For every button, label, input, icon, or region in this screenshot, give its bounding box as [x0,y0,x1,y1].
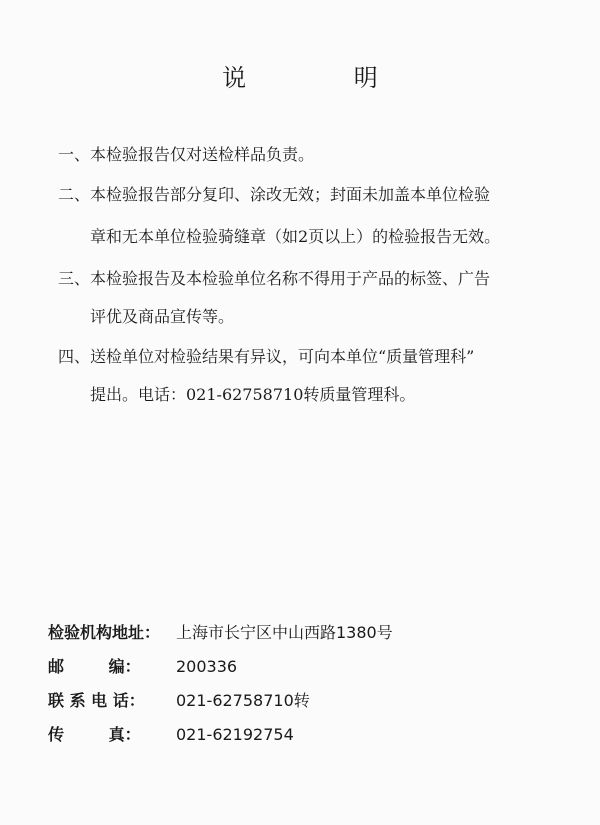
note-4-line-2: 提出。电话：021-62758710转质量管理科。 [90,385,416,404]
note-2-line-2: 章和无本单位检验骑缝章（如2页以上）的检验报告无效。 [90,227,501,246]
fax-label: 传 真： [48,725,141,744]
phone-value: 021-62758710转 [176,691,310,710]
note-3-line-2: 评优及商品宣传等。 [90,307,235,326]
fax-value: 021-62192754 [176,725,294,744]
address-row [48,620,393,643]
phone-label: 联 系 电 话： [48,691,145,710]
page-title: 说 明 [222,64,428,92]
postcode-row [48,654,237,677]
note-2-line-1: 二、本检验报告部分复印、涂改无效；封面未加盖本单位检验 [58,185,491,204]
note-1-line-1: 一、本检验报告仅对送检样品负责。 [58,145,315,164]
fax-row [48,722,294,745]
phone-row [48,688,310,711]
address-value: 上海市长宁区中山西路1380号 [176,623,393,642]
postcode-value: 200336 [176,657,238,676]
postcode-label: 邮 编： [48,657,141,676]
note-3-line-1: 三、本检验报告及本检验单位名称不得用于产品的标签、广告 [58,269,491,288]
address-label: 检验机构地址： [48,623,161,642]
note-4-line-1: 四、送检单位对检验结果有异议，可向本单位“质量管理科” [58,347,475,366]
